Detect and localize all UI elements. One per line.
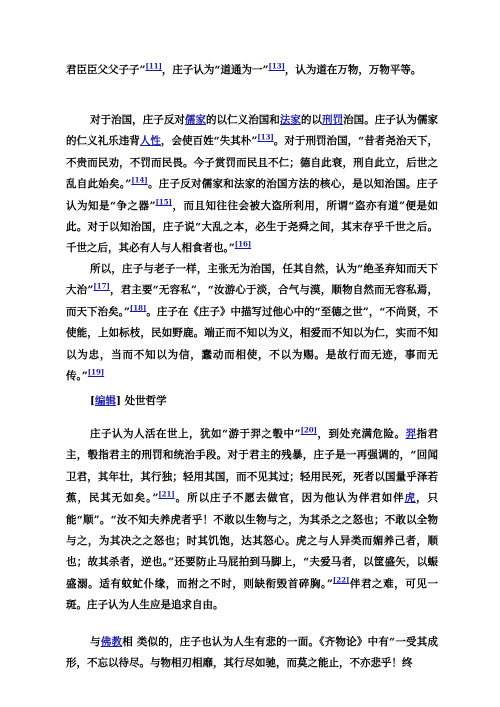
paragraph-intro-fragment <box>66 60 438 81</box>
edit-section-link[interactable]: 编辑 <box>94 395 116 407</box>
link-legalism[interactable]: 法家 <box>279 114 301 126</box>
citation-link[interactable]: [17] <box>93 281 110 291</box>
text: 。对于刑罚治国，“昔者尧治天下，不贵而民劝，不罚而民畏。今子赏罚而民且不仁；德自此衰，刑自此立，后世之乱自此始矣。” <box>66 135 439 191</box>
text: 伴君之难，可见一斑。庄子认为人生应是追求自由。 <box>66 577 439 612</box>
text: 。庄子反对儒家和法家的治国方法的核心，是以知治国。庄子认为知是“争之器” <box>66 178 439 212</box>
text: 所以，庄子与老子一样，主张无为治国，任其自然，认为“绝圣弃知而天下大治” <box>66 263 438 297</box>
citation-link[interactable]: [13] <box>257 132 274 142</box>
citation-link[interactable]: [21] <box>158 489 175 499</box>
citation-link[interactable]: [16] <box>234 239 252 249</box>
text: 的以 <box>300 114 323 126</box>
link-human-nature[interactable]: 人性 <box>139 135 161 148</box>
text: 相 类似的，庄子也认为人生有悲的一面。《齐物论》中有“一受其成形，不忘以待尽。与物相刃相靡，其行尽如驰，而莫之能止，不亦悲乎！终 <box>66 636 439 670</box>
paragraph-sorrow <box>66 632 438 675</box>
link-punishment[interactable]: 刑罚 <box>322 114 344 126</box>
text: 君臣臣父父子子” <box>66 64 146 76</box>
link-buddhism[interactable]: 佛教 <box>100 636 123 648</box>
citation-link[interactable]: [15] <box>155 197 172 207</box>
text: ，认为道在万物，万物平等。 <box>284 64 422 76</box>
citation-link[interactable]: [20] <box>300 425 317 435</box>
text: 的以仁义治国和 <box>206 114 280 126</box>
text: ，庄子认为“道通为一” <box>161 64 269 76</box>
link-tiger[interactable]: 虎 <box>404 492 417 505</box>
citation-link[interactable]: [14] <box>131 175 148 185</box>
text: 对于治国，庄子反对 <box>90 114 185 126</box>
link-yi[interactable]: 羿 <box>405 428 417 440</box>
text: 治国。庄子认为儒家的仁义礼乐违背 <box>66 114 438 148</box>
citation-link[interactable]: [11] <box>145 61 162 71</box>
text: 与 <box>90 636 101 648</box>
paragraph-governance <box>66 110 438 260</box>
text: ，君主要“无容私”，“汝游心于淡，合气与漠，顺物自然而无容私焉，而天下治矣。” <box>66 284 438 318</box>
text: 指君主，彀指君主的刑罚和统治手段。对于君主的残暴，庄子是一再强调的，“回闻卫君，其年壮，其行独；轻用其国，而不见其过；轻用民死，死者以国量乎泽若蕉，民其无如矣。” <box>66 428 439 505</box>
citation-link[interactable]: [13] <box>268 61 285 71</box>
text: ，只能“顺”。“汝不知夫养虎者乎！不敢以生物与之，为其杀之之怒也；不敢以全物与之，为其决之之怒也；时其饥饱，达其怒心。虎之与人异类而媚养己者，顺也；故其杀者，逆也。”还要防止马屁拍到马脚上，“夫爱马者，以筐盛矢，以蜄盛溺。适有蚊虻仆缘，而拊之不时，则缺衔毁首碎胸。” <box>66 492 439 590</box>
citation-link[interactable]: [18] <box>129 303 147 313</box>
text: ，而且知往往会被大盗所利用，所谓“盗亦有道”便是如此。对于以知治国，庄子说“大乱之本，必生于尧舜之间，其末存乎千世之后。千世之后，其必有人与人相食者也。” <box>66 199 438 255</box>
text: 。庄子在《庄子》中描写过他心中的“至德之世”，“不尚贤，不使能，上如标枝，民如野鹿。端正而不知以为义，相爱而不知以为仁，实而不知以为忠，当而不知以为信，蠢动而相使，不以为赐。是故行而无迹，事而无传。” <box>66 305 438 383</box>
citation-link[interactable]: [19] <box>87 367 105 377</box>
section-title: 处世哲学 <box>124 395 167 407</box>
text: 庄子认为人活在世上，犹如“游于羿之彀中” <box>90 428 301 440</box>
paragraph-non-action <box>66 259 438 387</box>
text: ，会使百姓“失其朴” <box>160 135 258 148</box>
link-confucianism[interactable]: 儒家 <box>184 114 207 126</box>
section-heading: [编辑] 处世哲学 <box>90 395 167 407</box>
text: 。所以庄子不愿去做官，因为他认为伴君如伴 <box>174 492 405 505</box>
paragraph-conduct <box>66 424 438 617</box>
text: ，到处充满危险。 <box>316 428 406 440</box>
citation-link[interactable]: [22] <box>332 575 350 585</box>
